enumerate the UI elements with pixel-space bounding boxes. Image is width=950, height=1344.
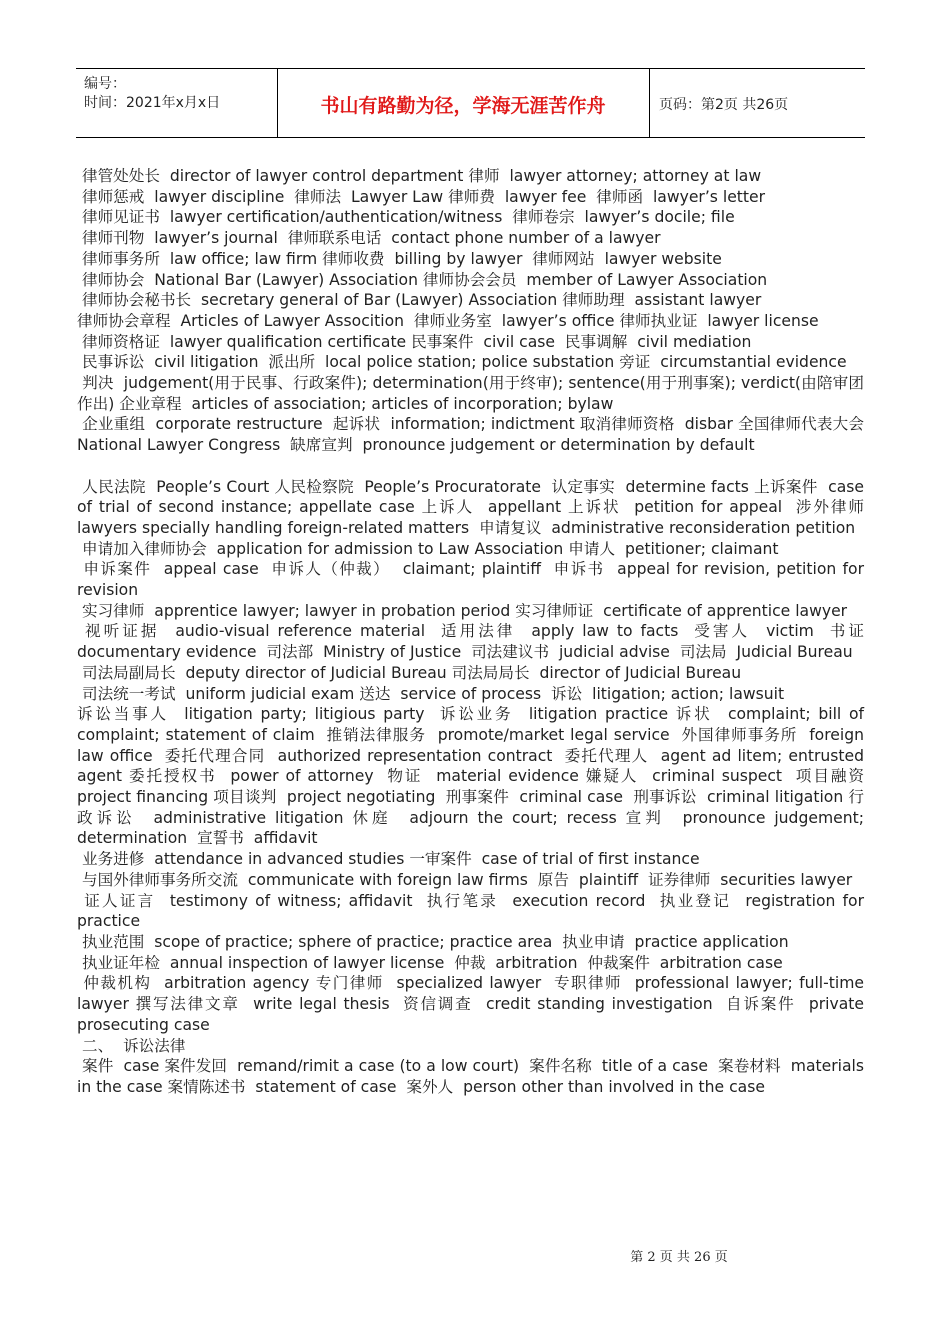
glossary-paragraph: 律师协会 National Bar (Lawyer) Association 律师协会会员 member of Lawyer Association (77, 270, 768, 289)
glossary-paragraph: 视听证据 audio-visual reference material 适用法律 apply law to facts 受害人 victim 书证 documentary evidence 司法部 Ministry of Justice 司法建议书 judicial advise 司法局 Judicial Bureau (77, 622, 874, 662)
glossary-paragraph: 人民法院 People’s Court 人民检察院 People’s Procuratorate 认定事实 determine facts 上诉案件 case of trial of second instance; appellate case 上诉人 appellant 上诉状 petition for appeal 涉外律师 lawyers specially handling foreign-related matters 申请复议 administrative reconsideration petition (77, 477, 874, 537)
glossary-paragraph: 执业证年检 annual inspection of lawyer license 仲裁 arbitration 仲裁案件 arbitration case (77, 953, 783, 972)
glossary-paragraph: 证人证言 testimony of witness; affidavit 执行笔录 execution record 执业登记 registration for practice (77, 891, 869, 931)
glossary-body (77, 166, 874, 1098)
glossary-paragraph: 案件 case 案件发回 remand/rimit a case (to a low court) 案件名称 title of a case 案卷材料 materials in the case 案情陈述书 statement of case 案外人 person other than involved in the case (77, 1057, 869, 1096)
glossary-paragraph: 律师事务所 law office; law firm 律师收费 billing by lawyer 律师网站 lawyer website (77, 249, 722, 268)
glossary-paragraph: 实习律师 apprentice lawyer; lawyer in probation period 实习律师证 certificate of apprentice lawyer (77, 601, 848, 620)
document-date: 时间：2021年x月x日 (84, 95, 221, 111)
header-page-cell (650, 69, 865, 137)
glossary-paragraph: 律师资格证 lawyer qualification certificate 民事案件 civil case 民事调解 civil mediation (77, 332, 752, 351)
footer-page-number: 第 2 页 共 26 页 (630, 1250, 728, 1265)
blank-line (77, 456, 864, 477)
motto: 书山有路勤为径，学海无涯苦作舟 (320, 95, 606, 117)
page-number-info: 页码：第2页 共26页 (659, 97, 789, 113)
glossary-paragraph: 律管处处长 director of lawyer control department 律师 lawyer attorney; attorney at law (77, 167, 762, 185)
glossary-paragraph: 申请加入律师协会 application for admission to Law Association 申请人 petitioner; claimant (77, 539, 779, 558)
glossary-paragraph: 律师协会章程 Articles of Lawyer Assocition 律师业务室 lawyer’s office 律师执业证 lawyer license (77, 311, 819, 330)
header-meta-cell (76, 69, 278, 137)
glossary-paragraph: 律师惩戒 lawyer discipline 律师法 Lawyer Law 律师费 lawyer fee 律师函 lawyer’s letter (77, 187, 766, 206)
glossary-paragraph: 民事诉讼 civil litigation 派出所 local police station; police substation 旁证 circumstantial evidence (77, 353, 847, 372)
glossary-paragraph: 企业重组 corporate restructure 起诉状 information; indictment 取消律师资格 disbar 全国律师代表大会 National Lawyer Congress 缺席宣判 pronounce judgement or determination by default (77, 415, 874, 455)
document-number-label: 编号： (84, 76, 126, 92)
page-footer (0, 1246, 950, 1265)
glossary-paragraph: 判决 judgement(用于民事、行政案件); determination(用于终审); sentence(用于刑事案); verdict(由陪审团作出) 企业章程 articles of association; articles of incorporation; bylaw (77, 374, 864, 413)
section-heading: 二、 诉讼法律 (77, 1036, 186, 1055)
header-motto-cell (277, 69, 650, 137)
glossary-paragraph: 仲裁机构 arbitration agency 专门律师 specialized lawyer 专职律师 professional lawyer; full-time lawyer 撰写法律文章 write legal thesis 资信调查 credit standing investigation 自诉案件 private prosecuting case (77, 974, 869, 1034)
glossary-paragraph: 司法统一考试 uniform judicial exam 送达 service of process 诉讼 litigation; action; lawsuit (77, 684, 785, 703)
glossary-paragraph: 诉讼当事人 litigation party; litigious party 诉讼业务 litigation practice 诉状 complaint; bill of complaint; statement of claim 推销法律服务 promote/market legal service 外国律师事务所 foreign law office 委托代理合同 authorized representation contract 委托代理人 agent ad litem; entrusted agent 委托授权书 power of attorney 物证 material evidence 嫌疑人 criminal suspect 项目融资 project financing 项目谈判 project negotiating 刑事案件 criminal case 刑事诉讼 criminal litigation 行政诉讼 administrative litigation 休庭 adjourn the court; recess 宣判 pronounce judgement; determination 宣誓书 affidavit (77, 705, 874, 848)
glossary-paragraph: 律师见证书 lawyer certification/authentication/witness 律师卷宗 lawyer’s docile; file (77, 208, 735, 227)
glossary-paragraph: 律师刊物 lawyer’s journal 律师联系电话 contact phone number of a lawyer (77, 229, 661, 248)
glossary-paragraph: 司法局副局长 deputy director of Judicial Bureau 司法局局长 director of Judicial Bureau (77, 663, 742, 682)
glossary-paragraph: 与国外律师事务所交流 communicate with foreign law firms 原告 plaintiff 证券律师 securities lawyer (77, 870, 853, 889)
glossary-paragraph: 业务进修 attendance in advanced studies 一审案件 case of trial of first instance (77, 850, 700, 869)
page-header (76, 68, 865, 138)
glossary-paragraph: 申诉案件 appeal case 申诉人（仲裁） claimant; plaintiff 申诉书 appeal for revision, petition for revision (77, 560, 869, 600)
glossary-paragraph: 执业范围 scope of practice; sphere of practice; practice area 执业申请 practice application (77, 933, 789, 951)
glossary-paragraph: 律师协会秘书长 secretary general of Bar (Lawyer) Association 律师助理 assistant lawyer (77, 291, 762, 310)
